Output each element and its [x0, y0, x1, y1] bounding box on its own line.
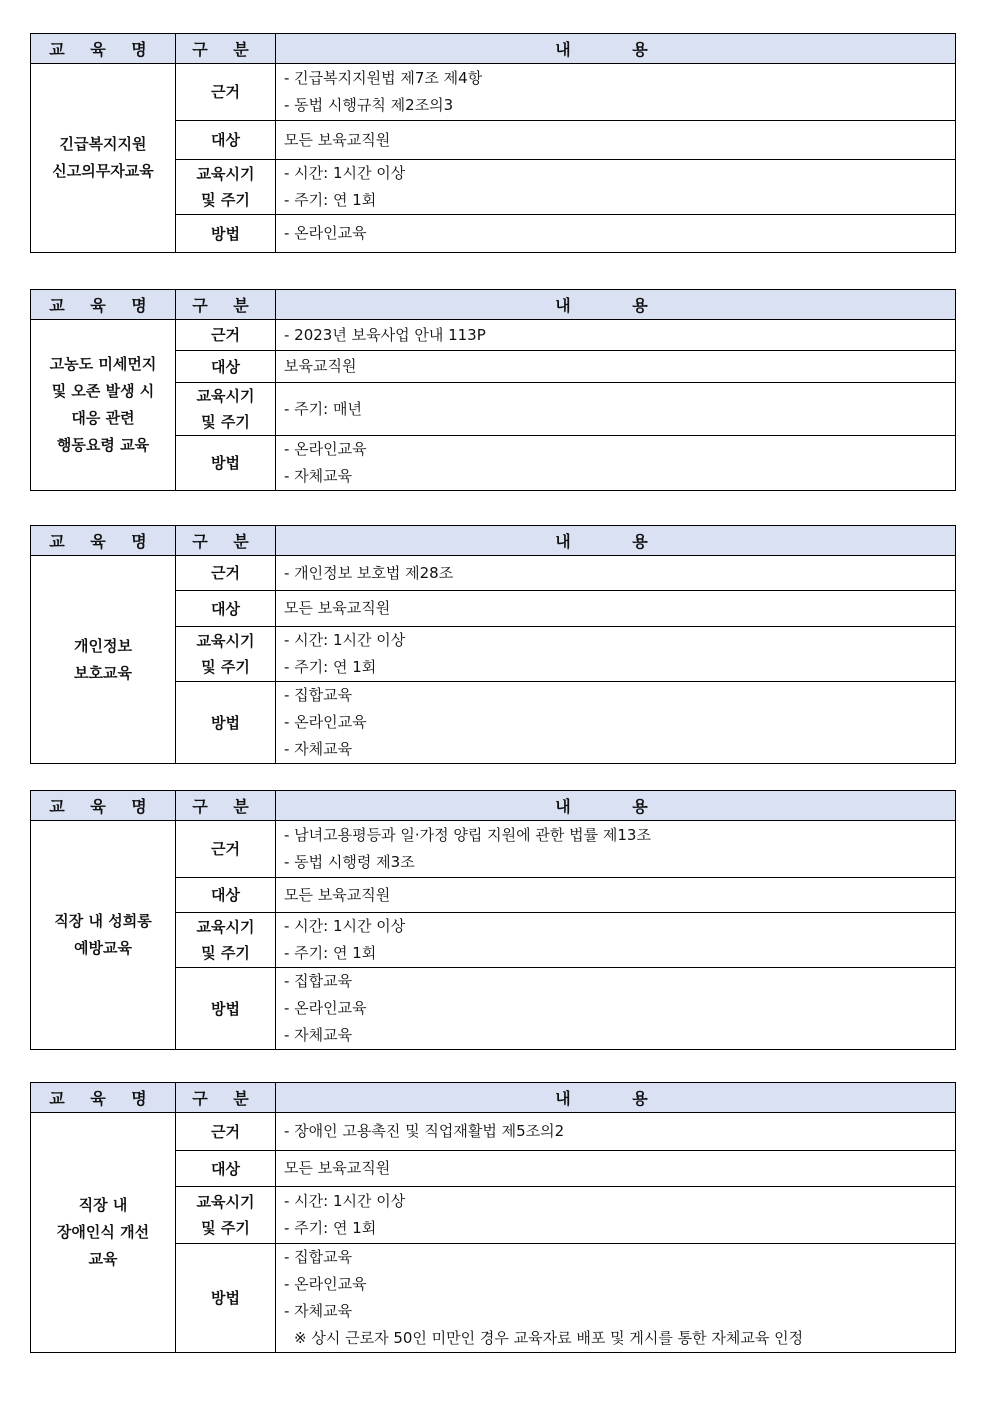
timing-label: 교육시기 및 주기 [176, 1187, 276, 1244]
education-table-3 [30, 525, 956, 764]
education-name: 직장 내 성희롱 예방교육 [31, 821, 176, 1050]
method-content: - 집합교육 - 온라인교육 - 자체교육 [276, 682, 956, 764]
header-category: 구 분 [176, 1083, 276, 1113]
header-content: 내 용 [276, 34, 956, 64]
method-content: - 집합교육 - 온라인교육 - 자체교육 [276, 968, 956, 1050]
target-content: 모든 보육교직원 [276, 878, 956, 913]
header-name: 교 육 명 [31, 34, 176, 64]
timing-content: - 시간: 1시간 이상 - 주기: 연 1회 [276, 160, 956, 215]
basis-content: - 긴급복지지원법 제7조 제4항 - 동법 시행규칙 제2조의3 [276, 64, 956, 121]
education-table-4 [30, 790, 956, 1050]
header-category: 구 분 [176, 791, 276, 821]
method-content: - 온라인교육 [276, 215, 956, 253]
header-content: 내 용 [276, 791, 956, 821]
header-category: 구 분 [176, 526, 276, 556]
method-content: - 집합교육 - 온라인교육 - 자체교육 ※ 상시 근로자 50인 미만인 경우 교육자료 배포 및 게시를 통한 자체교육 인정 [276, 1244, 956, 1353]
target-content: 보육교직원 [276, 351, 956, 383]
education-table-2 [30, 289, 956, 491]
method-label: 방법 [176, 968, 276, 1050]
timing-content: - 시간: 1시간 이상 - 주기: 연 1회 [276, 627, 956, 682]
target-content: 모든 보육교직원 [276, 121, 956, 160]
basis-label: 근거 [176, 821, 276, 878]
header-content: 내 용 [276, 526, 956, 556]
basis-content: - 개인정보 보호법 제28조 [276, 556, 956, 591]
method-label: 방법 [176, 215, 276, 253]
timing-content: - 시간: 1시간 이상 - 주기: 연 1회 [276, 1187, 956, 1244]
method-label: 방법 [176, 1244, 276, 1353]
method-content: - 온라인교육 - 자체교육 [276, 436, 956, 491]
education-name: 긴급복지지원 신고의무자교육 [31, 64, 176, 253]
header-content: 내 용 [276, 290, 956, 320]
target-label: 대상 [176, 591, 276, 627]
method-label: 방법 [176, 682, 276, 764]
target-content: 모든 보육교직원 [276, 1151, 956, 1187]
header-name: 교 육 명 [31, 1083, 176, 1113]
method-label: 방법 [176, 436, 276, 491]
header-category: 구 분 [176, 290, 276, 320]
timing-label: 교육시기 및 주기 [176, 160, 276, 215]
education-name: 고농도 미세먼지 및 오존 발생 시 대응 관련 행동요령 교육 [31, 320, 176, 491]
header-content: 내 용 [276, 1083, 956, 1113]
timing-content: - 시간: 1시간 이상 - 주기: 연 1회 [276, 913, 956, 968]
basis-label: 근거 [176, 64, 276, 121]
target-label: 대상 [176, 121, 276, 160]
basis-label: 근거 [176, 1113, 276, 1151]
target-label: 대상 [176, 878, 276, 913]
timing-label: 교육시기 및 주기 [176, 627, 276, 682]
target-label: 대상 [176, 351, 276, 383]
timing-label: 교육시기 및 주기 [176, 383, 276, 436]
education-name: 개인정보 보호교육 [31, 556, 176, 764]
timing-label: 교육시기 및 주기 [176, 913, 276, 968]
header-category: 구 분 [176, 34, 276, 64]
header-name: 교 육 명 [31, 290, 176, 320]
education-table-1 [30, 33, 956, 253]
header-name: 교 육 명 [31, 526, 176, 556]
education-name: 직장 내 장애인식 개선 교육 [31, 1113, 176, 1353]
target-label: 대상 [176, 1151, 276, 1187]
basis-content: - 장애인 고용촉진 및 직업재활법 제5조의2 [276, 1113, 956, 1151]
basis-label: 근거 [176, 556, 276, 591]
target-content: 모든 보육교직원 [276, 591, 956, 627]
basis-content: - 2023년 보육사업 안내 113P [276, 320, 956, 351]
education-table-5 [30, 1082, 956, 1353]
header-name: 교 육 명 [31, 791, 176, 821]
basis-content: - 남녀고용평등과 일·가정 양립 지원에 관한 법률 제13조 - 동법 시행령 제3조 [276, 821, 956, 878]
basis-label: 근거 [176, 320, 276, 351]
timing-content: - 주기: 매년 [276, 383, 956, 436]
method-note: ※ 상시 근로자 50인 미만인 경우 교육자료 배포 및 게시를 통한 자체교육 인정 [294, 1329, 804, 1347]
